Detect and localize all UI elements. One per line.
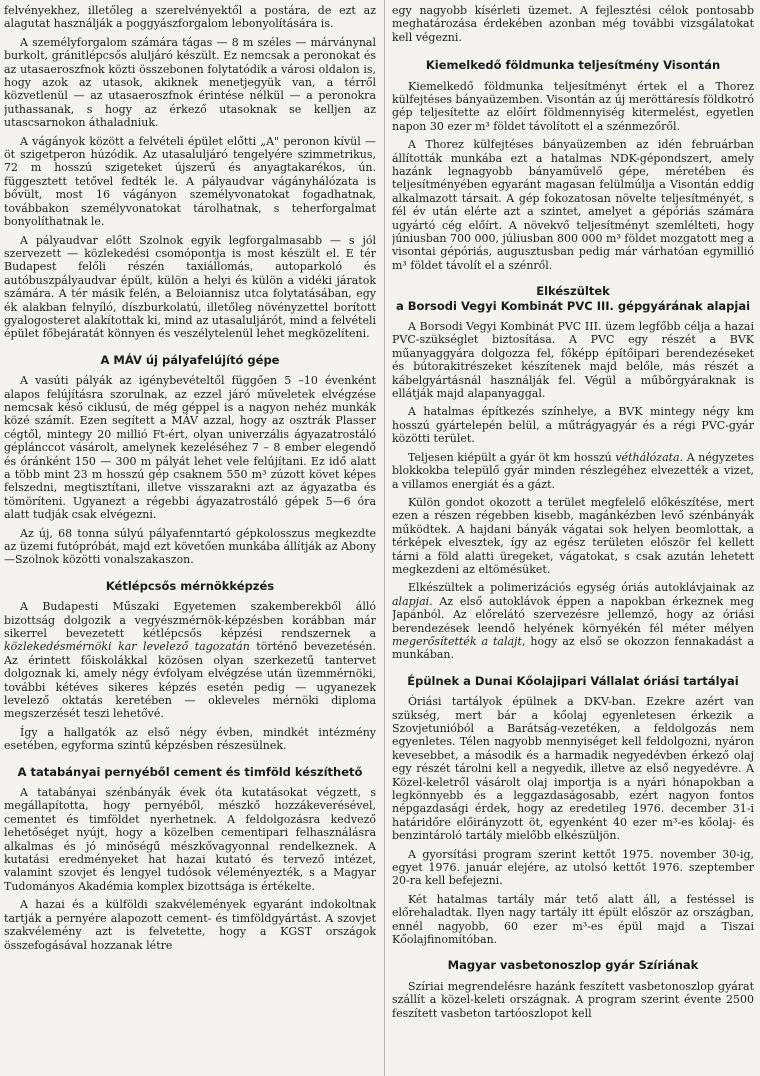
- article-heading: Kétlépcsős mérnökképzés: [105, 578, 275, 593]
- paragraph: A gyorsítási program szerint kettőt 1975. november 30-ig, egyet 1976. január elejére, az utolsó kettőt 1976. szeptember 20-ra kell befejezni.: [392, 847, 754, 888]
- paragraph: A hatalmas építkezés színhelye, a BVK mintegy négy km hosszú gyártelepén belül, a műtrágyagyár és a régi PVC-gyár közötti terület.: [392, 405, 754, 446]
- paragraph: [392, 451, 754, 491]
- article-heading: Magyar vasbetonoszlop gyár Szíriának: [447, 958, 699, 973]
- paragraph: Szíriai megrendelésre hazánk feszített vasbetonoszlop gyárat szállít a közel-keleti országnak. A program szerint évente 2500 feszített vasbeton tartóoszlopot kell: [392, 979, 754, 1020]
- text-run: Teljesen kiépült a gyár öt km hosszú: [408, 450, 616, 464]
- article-heading: A tatabányai pernyéből cement és timföld készíthető: [17, 764, 363, 779]
- text-run: . Az első autoklávok éppen a napokban érkeznek meg Japánból. Az előrelátó szervezésre jellemző, hogy az óriási berendezések leendő helyének környékén fél méter mélyen: [392, 594, 754, 635]
- emphasis: véthálózata.: [615, 450, 684, 464]
- left-column: [4, 4, 376, 1074]
- text-run: Elkészültek a polimerizációs egység óriás autoklávjainak az: [408, 581, 754, 595]
- paragraph: A tatabányai szénbányák évek óta kutatásokat végzett, s megállapította, hogy pernyéből, mészkő hozzákeverésével, cementet és timföldet nyerhetnek. A feldolgozásra kedvező lehetőséget nyújt, hogy a közelben cementipari felhasználásra alkalmas és jó minőségű mészkővagyonnal rendelkeznek. A kutatási eredményeket hat hazai kutató és tervező intézet, valamint szovjet és lengyel tudósok véleményezték, s a Magyar Tudományos Akadémia komplex bizottsága is értékelte.: [4, 786, 376, 893]
- paragraph: Az új, 68 tonna súlyú pályafenntartó gépkolosszus megkezdte az üzemi futópróbát, majd ezt követően munkába állítják az Abony—Szolnok közötti vonalszakaszon.: [4, 526, 376, 567]
- emphasis: közlekedésmérnöki kar levelező tagozatán: [4, 640, 250, 654]
- paragraph: Két hatalmas tartály már tető alatt áll, a festéssel is előrehaladtak. Ilyen nagy tartály itt épült először az országban, ennél nagyobb, 60 ezer m³-es épül majd a Tiszai Kőolajfinomítóban.: [392, 892, 754, 947]
- column-divider: [384, 0, 385, 1076]
- paragraph: A személyforgalom számára tágas — 8 m széles — márványnal burkolt, gránitlépcsős aluljáró készült. Ez nemcsak a peronokat és az utasaeroszfnok közti összebonen folytatódik a városi oldalon is, hogy azok az utasok, akiknek menetjegyük van, a térről közvetlenül — az utasaeroszfnok érintése nélkül — a peronokra juthassanak, s hogy az érkező utasoknak se kelljen az utascsarnokon áthaladniuk.: [4, 35, 376, 130]
- emphasis: megerősítették a talajt: [392, 634, 522, 648]
- paragraph: A Thorez külfejtéses bányaüzemben az idén februárban állították munkába ezt a hatalmas NDK-gépondszert, amely hazánk legnagyobb bányaművelő gépe, méretében és teljesítményében egyaránt magasan felülmúlja a Visontán eddig alkalmazott társait. A gép fokozatosan növelte teljesítményét, s fél év után elérte azt a szintet, amelyet a gépóriás számára ugyártó cég előírt. A növekvő teljesítményt szemlélteti, hogy júniusban 700 000, júliusban 800 000 m³ földet mozgatott meg a visontai gépóriás, augusztusban pedig már várhatóan egymillió m³ földet távolít el a szénről.: [392, 138, 754, 272]
- paragraph: Kiemelkedő földmunka teljesítményt értek el a Thorez külfejtéses bányaüzemben. Visontán az új meröttáresís földkotró gép teljesítette az előírt földmennyiség kitermelést, egyetlen napon 30 ezer m³ földet távolított el a szénmezőről.: [392, 79, 754, 133]
- text-run: , hogy az első se okozzon fennakadást a munkában.: [392, 634, 754, 662]
- text-run: A négyzetes blokkokba települő gyár minden részlegéhez elvezették a vizet, a villamos energiát és a gázt.: [392, 450, 754, 491]
- article-heading: Épülnek a Dunai Kőolajipari Vállalat óriási tartályai: [407, 673, 739, 688]
- article-heading: A MÁV új pályafelújító gépe: [100, 352, 280, 367]
- paragraph: egy nagyobb kísérleti üzemet. A fejlesztési célok pontosabb meghatározása érdekében azonban még további vizsgálatokat kell végezni.: [392, 4, 754, 44]
- paragraph: A Borsodi Vegyi Kombinát PVC III. üzem legfőbb célja a hazai PVC-szükséglet biztosítása. A PVC egy részét a BVK műanyaggyára dolgozza fel, főképp építőipari berendezéseket és bútorakitrészeket készítenek majd belőle, más részét a kábelgyártásnál használják fel. Végül a műbőrgyáraknak is ellátják majd alapanyaggal.: [392, 320, 754, 401]
- paragraph: [4, 600, 376, 721]
- paragraph: Így a hallgatók az első négy évben, mindkét intézmény esetében, egyforma szintű képzésben részesülnek.: [4, 725, 376, 753]
- right-column: [392, 4, 754, 1074]
- paragraph: Óriási tartályok épülnek a DKV-ban. Ezekre azért van szükség, mert bár a kőolaj egyenletesen érkezik a Szovjetunióból a Barátság-vezetéken, a feldolgozás nem egyenletes. Télen nagyobb mennyiséget kell feldolgozni, nyáron kevesebbet, a második és a harmadik negyedévben érkező olaj egy részét tárolni kell a negyedik, illetve az első negyedévre. A Közel-keletről vásárolt olaj importja is a nyári hónapokban a legkönnyebb és a leggazdaságosabb, ezért nagyon fontos népgazdasági érdek, hogy az eredetileg 1976. december 31-i határidőre előirányzott öt, egyenként 40 ezer m³-es kőolaj- és benzintároló tartály mielőbb elkészüljön.: [392, 695, 754, 843]
- paragraph: A vasúti pályák az igénybevételtől függően 5 –10 évenként alapos felújításra szorulnak, az ezzel járó műveletek elvégzése nemcsak késő ciklusú, de még géppel is a nagyon nehéz munkák közé számít. Ezen segített a MÁV azzal, hogy az osztrák Plasser cégtől, mintegy 20 millió Ft-ért, olyan univerzális ágyazatrostáló géplánccot vásárolt, amelynek kezeléséhez 7 – 8 ember elegendő és óránként 150 — 300 m pályát lehet vele felújítani. Ez idő alatt a több mint 23 m hosszú gép csaknem 550 m³ zúzott követ képes felszedni, megtisztítani, illetve visszarakni azt az ágyazatba és tömöríteni. Ugyanezt a régebbi ágyazatrostáló gépek 5—6 óra alatt tudják csak elvégezni.: [4, 374, 376, 522]
- article-heading: Kiemelkedő földmunka teljesítmény Visontán: [425, 58, 721, 73]
- article-heading: Elkészültek a Borsodi Vegyi Kombinát PVC III. gépgyárának alapjai: [395, 284, 751, 313]
- text-run: történő bevezetésén. Az érintett főiskolákkal közösen olyan szerkezetű tantervet dolgoznak ki, amely négy évfolyam elvégzése után üzemmérnöki, további kétéves sikeres képzés esetén pedig — ugyanezek levelező oktatás keretében — okleveles mérnöki diploma megszerzését teszi lehetővé.: [4, 640, 376, 721]
- emphasis: alapjai: [392, 594, 430, 608]
- paragraph: A vágányok között a felvételi épület előtti „A" peronon kívül — öt szigetperon húzódik. Az utasaluljáró tengelyére szimmetrikus, 72 m hosszú szigeteket újszerű és anyagtakarékos, ún. függesztett tetővel fedték le. A pályaudvar vágányhálózata is bővült, most 16 vágányon személyvonatokat fogadhatnak, továbbakon személyvonatokat tárolhatnak, s teherforgalmat bonyolíthatnak le.: [4, 134, 376, 229]
- paragraph: Külön gondot okozott a terület megfelelő előkészítése, mert ezen a részen régebben kisebb, magánkézben levő szénbányák működtek. A hajdani bányák vágatai sok helyen beomlottak, a térképek elvesztek, így az egész területen először fel kellett tárni a föld alatti üregeket, vágatokat, s csak azután lehetett megkezdeni az eltömésüket.: [392, 495, 754, 576]
- paragraph: [392, 581, 754, 661]
- text-run: A Budapesti Műszaki Egyetemen szakemberekből álló bizottság dolgozik a vegyészmérnök-képzésben korábban már sikerrel bevezetett kétlépcsős képzési rendszernek a: [4, 600, 376, 640]
- paragraph: felvényekhez, illetőleg a szerelvényektől a postára, de ezt az alagutat használják a poggyászforgalom lebonyolítására is.: [4, 4, 376, 31]
- paragraph: A pályaudvar előtt Szolnok egyik legforgalmasabb — s jól szervezett — közlekedési csomópontja is most készült el. E tér Budapest felőli részén taxiállomás, autoparkoló és autóbuszpályaudvar épült, külön a helyi és külön a vidéki járatok számára. A tér másik felén, a Beloiannisz utca folytatásában, egy ék alakban felnyíló, díszburkolatú, illetőleg növényzettel borított gyalogosteret alakítottak ki, mind az utasaluljárót, mind a felvételi épület főbejáratát könnyen és veszélytelenül lehet megközelíteni.: [4, 233, 376, 341]
- paragraph: A hazai és a külföldi szakvélemények egyaránt indokoltnak tartják a pernyére alapozott cement- és timföldgyártást. A szovjet szakvélemény azt is felvetette, hogy a KGST országok összefogásával hozzanak létre: [4, 898, 376, 952]
